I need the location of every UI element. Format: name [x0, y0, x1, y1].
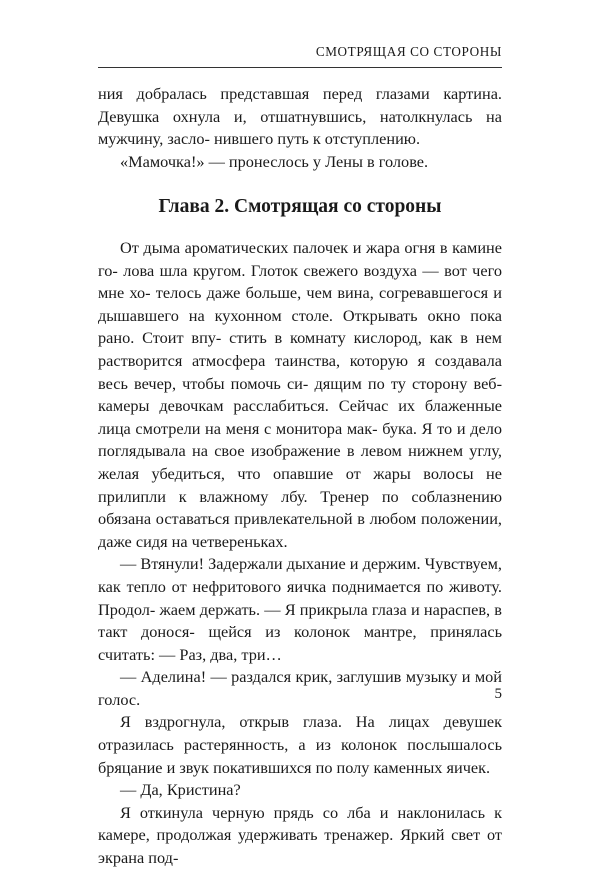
text-line: От дыма ароматических палочек и жара огня в камине го- — [98, 238, 502, 280]
text-line: нижнем углу, желая убедиться, что опавшие от жары волосы — [98, 441, 502, 483]
text-line: нившего путь к отступлению. — [214, 129, 421, 149]
text-line: дящим по ту сторону веб-камеры девочкам расслабиться. — [98, 373, 502, 416]
text-line: продолжая удерживать тренажер. Яркий свет от экрана под- — [98, 825, 502, 868]
text-line: жаем держать. — Я прикрыла глаза и нараспев, в такт донося- — [98, 599, 502, 642]
text-line: на кухонном столе. Открывать окно пока рано. Стоит впу- — [98, 305, 502, 348]
paragraph — [98, 711, 502, 779]
text-line: Я откинула черную прядь со лба и наклонилась к камере, — [98, 802, 502, 845]
paragraph — [98, 802, 502, 870]
continuation-paragraph: «Мамочка!» — пронеслось у Лены в голове. — [120, 151, 429, 171]
paragraph — [98, 237, 502, 553]
text-line: таинства, которую я создавала весь вечер, чтобы помочь си- — [98, 350, 503, 393]
continuation-text — [98, 83, 502, 173]
running-head: СМОТРЯЩАЯ СО СТОРОНЫ — [315, 44, 502, 59]
chapter-body — [98, 237, 502, 870]
text-line: растерянность, а из колонок послышалось бряцание и звук — [98, 735, 502, 777]
text-line: ния добралась представшая перед глазами картина. Девушка — [98, 84, 502, 126]
paragraph — [98, 666, 502, 711]
paragraph — [98, 553, 502, 666]
text-line: бука. Я то и дело поглядывала на свое изображение в левом — [98, 418, 502, 461]
text-line: — Втянули! Задержали дыхание и держим. Чувствуем, как — [98, 554, 502, 596]
text-line: Я вздрогнула, открыв глаза. На лицах девушек отразилась — [98, 712, 502, 755]
text-line: — Аделина! — раздался крик, заглушив музыку и мой голос. — [98, 667, 502, 709]
chapter-title: Глава 2. Смотрящая со стороны — [158, 196, 442, 217]
text-line: на четвереньках. — [171, 531, 288, 551]
page-number: 5 — [494, 686, 502, 702]
text-line: — Да, Кристина? — [120, 780, 241, 800]
paragraph — [98, 779, 502, 802]
text-line: охнула и, отшатнувшись, натолкнулась на мужчину, засло- — [98, 106, 502, 149]
continuation-paragraph — [98, 83, 502, 151]
text-line: не прилипли к влажному лбу. Тренер по соблазнению обязана — [98, 463, 502, 529]
text-line: Сейчас их блаженные лица смотрели на меня с монитора мак- — [98, 396, 502, 438]
text-line: тепло от нефритового яичка поднимается по животу. Продол- — [98, 576, 503, 619]
text-line: покатившихся по полу каменных яичек. — [213, 757, 491, 777]
text-line: лова шла кругом. Глоток свежего воздуха — вот чего мне хо- — [98, 260, 502, 303]
text-line: стить в комнату кислород, как в нем растворится атмосфера — [98, 328, 502, 370]
text-line: телось даже больше, чем вина, согревавшегося и дышавшего — [98, 283, 502, 325]
text-line: щейся из колонок мантре, принялась считать: — Раз, два, три… — [98, 622, 503, 664]
header-rule — [98, 67, 502, 68]
text-line: оставаться привлекательной в любом положении, даже сидя — [98, 509, 502, 551]
